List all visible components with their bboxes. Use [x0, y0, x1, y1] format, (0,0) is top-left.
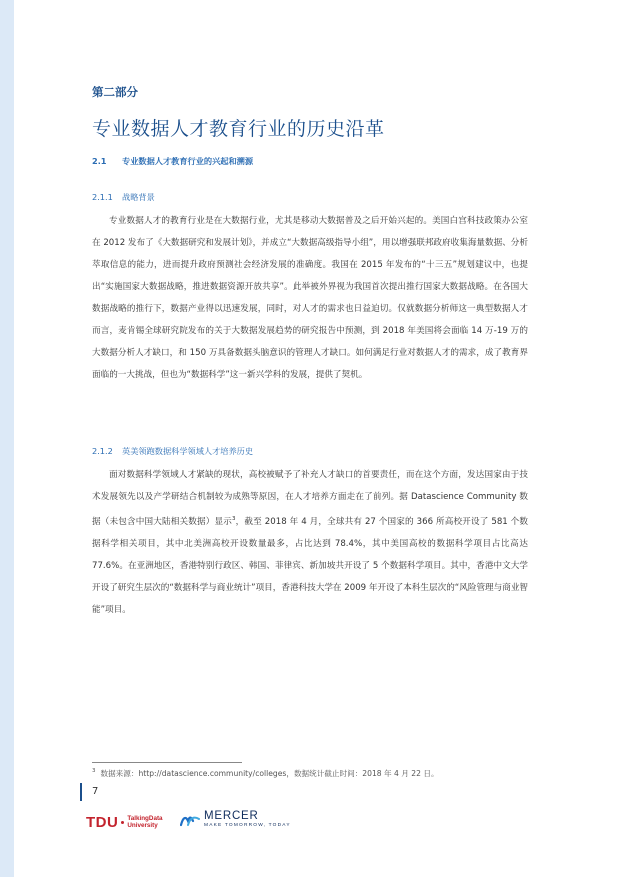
paragraph-history-part-a: 面对数据科学领域人才紧缺的现状，高校被赋予了补充人才缺口的首要责任，而在这个方面，发达国家由于技术发展领先以及产学研结合机制较为成熟等原因，在人才培养方面走在了前列。据 Datascience Community 数据（未包含中国大陆相关数据）显示 — [92, 470, 528, 527]
paragraph-history-part-b: ，截至 2018 年 4 月，全球共有 27 个国家的 366 所高校开设了 581 个数据科学相关项目，其中北美洲高校开设数量最多，占比达到 78.4%，其中美国高校的数据科学项目占比高达 77.6%。在亚洲地区，香港特别行政区、韩国、菲律宾、新加坡共开设了 5 个数据科学项目。其中，香港中文大学开设了研究生层次的“数据科学与商业统计”项目，香港科技大学在 2009 年开设了本科生层次的“风险管理与商业智能”项目。 — [92, 516, 529, 615]
mercer-logo-text: MERCER — [204, 810, 259, 822]
tdu-logo — [86, 812, 163, 832]
tdu-logo-subtitle — [127, 815, 162, 829]
chapter-title: 专业数据人才教育行业的历史沿革 — [92, 118, 385, 140]
footnote-text: 数据来源：http://datascience.community/colleges，数据统计截止时间：2018 年 4 月 22 日。 — [100, 769, 439, 778]
page-number-bar — [80, 783, 82, 801]
subsection-title-2: 英美领跑数据科学领域人才培养历史 — [122, 446, 254, 456]
subsection-number-2: 2.1.2 — [92, 446, 113, 456]
subsection-number-1: 2.1.1 — [92, 192, 113, 202]
paragraph-history — [92, 464, 528, 621]
footnote — [92, 768, 439, 779]
part-label: 第二部分 — [92, 85, 138, 99]
footnote-divider — [92, 762, 242, 763]
tdu-logo-dot — [121, 821, 124, 824]
page-number: 7 — [92, 786, 99, 797]
tdu-logo-sub-2: University — [127, 822, 158, 829]
subsection-heading-1 — [92, 192, 155, 203]
tdu-logo-sub-1: TalkingData — [127, 815, 163, 822]
section-number: 2.1 — [92, 156, 107, 166]
paragraph-strategy: 专业数据人才的教育行业是在大数据行业，尤其是移动大数据普及之后开始兴起的。美国白宫科技政策办公室在 2012 发布了《大数据研究和发展计划》，并成立“大数据高级指导小组”，用以增强联邦政府收集海量数据、分析萃取信息的能力，进而提升政府预测社会经济发展的准确度。我国在 2015 年发布的“十三五”规划建议中，也提出“实施国家大数据战略，推进数据资源开放共享”。此举被外界视为我国首次提出推行国家大数据战略。在各国大数据战略的推行下，数据产业得以迅速发展，同时，对人才的需求也日益迫切。仅就数据分析师这一典型数据人才而言，麦肯锡全球研究院发布的关于大数据发展趋势的研究报告中预测，到 2018 年美国将会面临 14 万-19 万的大数据分析人才缺口，和 150 万具备数据头脑意识的管理人才缺口。如何满足行业对数据人才的需求，成了教育界面临的一大挑战，但也为“数据科学”这一新兴学科的发展，提供了契机。 — [92, 216, 528, 380]
footnote-reference[interactable]: 3 — [232, 516, 236, 522]
section-title: 专业数据人才教育行业的兴起和溯源 — [122, 156, 254, 166]
mercer-emblem-icon — [180, 813, 200, 827]
mercer-logo — [180, 811, 291, 829]
tdu-logo-text: TDU — [86, 813, 119, 831]
mercer-tagline: MAKE TOMORROW, TODAY — [204, 823, 291, 828]
section-heading — [92, 156, 253, 167]
left-margin-stripe — [0, 0, 14, 877]
subsection-heading-2 — [92, 446, 253, 457]
footnote-mark: 3 — [92, 768, 96, 775]
subsection-title-1: 战略背景 — [122, 192, 155, 202]
